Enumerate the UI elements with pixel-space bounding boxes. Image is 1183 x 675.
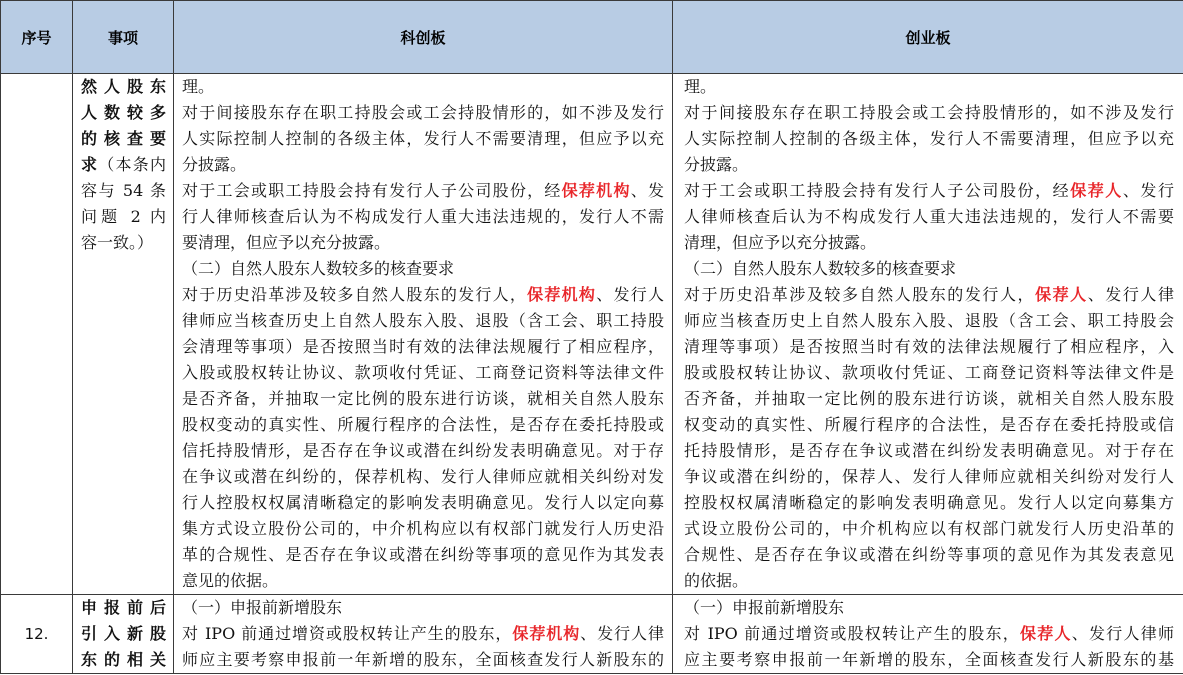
text-line (182, 126, 664, 152)
text-segment: 人数较多 (81, 103, 166, 122)
text-segment: （二）自然人股东人数较多的核查要求 (182, 259, 455, 278)
text-segment: 容与 54 条 (81, 181, 166, 200)
header-index: 序号 (1, 1, 73, 74)
text-segment: 意见的依据。 (182, 571, 279, 590)
text-segment: 问题 2 内 (81, 207, 166, 226)
text-segment: （一）申报前新增股东 (182, 598, 343, 617)
text-line (684, 516, 1174, 542)
text-segment: 对于间接股东存在职工持股会或工会持股情形的，如不涉及发行 (684, 103, 1174, 122)
text-segment: 入股或股权转让协议、款项收付凭证、工商登记资料等法律文件 (182, 363, 664, 382)
text-segment: 的依据。 (684, 571, 749, 590)
text-segment: （二）自然人股东人数较多的核查要求 (684, 259, 957, 278)
text-line (684, 621, 1174, 647)
text-segment: 容一致。） (81, 233, 154, 252)
text-segment: 控股权权属清晰稳定的影响发表明确意见。发行人以定向募集方 (684, 493, 1174, 512)
text-line (684, 595, 1174, 621)
text-segment: 在争议或潜在纠纷的，保荐机构、发行人律师应就相关纠纷对发 (182, 467, 664, 486)
text-segment: 分披露。 (684, 155, 749, 174)
text-segment: 、发行 (1122, 181, 1174, 200)
text-line (182, 386, 664, 412)
text-line (684, 490, 1174, 516)
text-line (81, 74, 166, 100)
text-segment: 、发 (630, 181, 664, 200)
text-line (182, 100, 664, 126)
highlighted-term: 保荐机构 (527, 285, 597, 304)
text-line (81, 647, 166, 673)
text-line (182, 308, 664, 334)
text-segment: 对于历史沿革涉及较多自然人股东的发行人， (684, 285, 1036, 304)
text-line (81, 152, 166, 178)
text-line (182, 464, 664, 490)
text-line (182, 438, 664, 464)
text-segment: 人实际控制人控制的各级主体，发行人不需要清理，但应予以充 (684, 129, 1174, 148)
text-line (684, 282, 1174, 308)
text-line (182, 595, 664, 621)
text-line (684, 308, 1174, 334)
highlighted-term: 保荐人 (1070, 181, 1123, 200)
text-segment: 律师应当核查历史上自然人股东入股、退股（含工会、职工持股 (182, 311, 664, 330)
text-line (182, 412, 664, 438)
header-row (1, 1, 1183, 74)
text-line (81, 178, 166, 204)
text-segment: 对于工会或职工持股会持有发行人子公司股份，经 (684, 181, 1071, 200)
text-segment: 股或股权转让协议、款项收付凭证、工商登记资料等法律文件是 (684, 363, 1174, 382)
text-segment: 人律师核查后认为不构成发行人重大违法违规的，发行人不需要 (684, 207, 1174, 226)
header-chinext: 创业板 (673, 1, 1183, 74)
text-segment: 、发行人 (596, 285, 664, 304)
text-segment: 的核查要 (81, 129, 166, 148)
text-segment: 师应主要考察申报前一年新增的股东，全面核查发行人新股东的 (182, 650, 664, 669)
text-line (684, 647, 1174, 673)
index-cell (1, 595, 73, 674)
item-cell (73, 595, 174, 674)
text-line (81, 230, 166, 256)
highlighted-term: 保荐人 (1035, 285, 1088, 304)
text-line (684, 386, 1174, 412)
text-segment: 引入新股 (81, 624, 166, 643)
text-line (182, 230, 664, 256)
text-line (81, 621, 166, 647)
text-line (684, 542, 1174, 568)
chinext-cell (673, 595, 1183, 674)
table-row (1, 595, 1183, 674)
text-segment: 否齐备，并抽取一定比例的股东进行访谈，就相关自然人股东股 (684, 389, 1174, 408)
text-line (684, 334, 1174, 360)
text-line (684, 178, 1174, 204)
text-line (182, 152, 664, 178)
text-line (684, 464, 1174, 490)
text-segment: 集方式设立股份公司的，中介机构应以有权部门就发行人历史沿 (182, 519, 664, 538)
text-segment: 师应当核查历史上自然人股东入股、退股（含工会、职工持股会 (684, 311, 1174, 330)
text-line (81, 204, 166, 230)
text-segment: 清理等事项）是否按照当时有效的法律法规履行了相应程序，入 (684, 337, 1174, 356)
text-segment: 对 IPO 前通过增资或股权转让产生的股东， (182, 624, 513, 643)
text-line (182, 490, 664, 516)
text-line (684, 360, 1174, 386)
text-line (684, 568, 1174, 594)
text-segment: 托持股情形，是否存在争议或潜在纠纷发表明确意见。对于存在 (684, 441, 1174, 460)
text-segment: 行人控股权权属清晰稳定的影响发表明确意见。发行人以定向募 (182, 493, 664, 512)
text-line (182, 568, 664, 594)
text-line (182, 256, 664, 282)
text-line (182, 621, 664, 647)
row-number: 12. (24, 625, 49, 643)
text-line (684, 152, 1174, 178)
text-line (81, 595, 166, 621)
text-line (182, 204, 664, 230)
text-segment: 人实际控制人控制的各级主体，发行人不需要清理，但应予以充 (182, 129, 664, 148)
text-segment: 理。 (684, 77, 717, 96)
chinext-cell (673, 74, 1183, 595)
text-segment: 式设立股份公司的，中介机构应以有权部门就发行人历史沿革的 (684, 519, 1174, 538)
text-segment: 、发行人律师 (1071, 624, 1174, 643)
text-line (182, 360, 664, 386)
text-line (684, 126, 1174, 152)
text-segment: 应主要考察申报前一年新增的股东，全面核查发行人新股东的基 (684, 650, 1174, 669)
text-segment: （一）申报前新增股东 (684, 598, 845, 617)
text-segment: 清理，但应予以充分披露。 (684, 233, 877, 252)
text-segment: 行人律师核查后认为不构成发行人重大违法违规的，发行人不需 (182, 207, 664, 226)
text-segment: 是否齐备，并抽取一定比例的股东进行访谈，就相关自然人股东 (182, 389, 664, 408)
text-segment: （本条内 (98, 155, 166, 174)
text-line (182, 74, 664, 100)
text-segment: 东的相关 (81, 650, 166, 669)
star-market-cell (174, 74, 673, 595)
text-segment: 权变动的真实性、所履行程序的合法性，是否存在委托持股或信 (684, 415, 1174, 434)
item-cell (73, 74, 174, 595)
text-line (182, 542, 664, 568)
text-segment: 要清理，但应予以充分披露。 (182, 233, 391, 252)
text-segment: 、发行人律 (580, 624, 664, 643)
text-segment: 理。 (182, 77, 215, 96)
text-segment: 合规性、是否存在争议或潜在纠纷等事项的意见作为其发表意见 (684, 545, 1174, 564)
highlighted-term: 保荐人 (1020, 624, 1072, 643)
text-segment: 对于间接股东存在职工持股会或工会持股情形的，如不涉及发行 (182, 103, 664, 122)
text-line (684, 74, 1174, 100)
text-segment: 、发行人律 (1087, 285, 1174, 304)
text-line (684, 256, 1174, 282)
text-segment: 会清理等事项）是否按照当时有效的法律法规履行了相应程序， (182, 337, 664, 356)
text-segment: 求 (81, 155, 99, 174)
text-line (182, 178, 664, 204)
text-segment: 然人股东 (81, 77, 166, 96)
star-market-cell (174, 595, 673, 674)
text-line (182, 334, 664, 360)
text-segment: 申报前后 (81, 598, 166, 617)
text-line (684, 100, 1174, 126)
text-segment: 对于工会或职工持股会持有发行人子公司股份，经 (182, 181, 562, 200)
header-item: 事项 (73, 1, 174, 74)
text-line (684, 412, 1174, 438)
text-segment: 革的合规性、是否存在争议或潜在纠纷等事项的意见作为其发表 (182, 545, 664, 564)
text-segment: 分披露。 (182, 155, 247, 174)
text-line (182, 282, 664, 308)
text-line (182, 647, 664, 673)
text-line (684, 204, 1174, 230)
text-segment: 信托持股情形，是否存在争议或潜在纠纷发表明确意见。对于存 (182, 441, 664, 460)
highlighted-term: 保荐机构 (512, 624, 581, 643)
text-segment: 股权变动的真实性、所履行程序的合法性，是否存在委托持股或 (182, 415, 664, 434)
table-row (1, 74, 1183, 595)
text-line (684, 230, 1174, 256)
header-star-market: 科创板 (174, 1, 673, 74)
text-segment: 对于历史沿革涉及较多自然人股东的发行人， (182, 285, 528, 304)
text-segment: 争议或潜在纠纷的，保荐人、发行人律师应就相关纠纷对发行人 (684, 467, 1174, 486)
text-segment: 对 IPO 前通过增资或股权转让产生的股东， (684, 624, 1021, 643)
text-line (182, 516, 664, 542)
index-cell (1, 74, 73, 595)
text-line (81, 100, 166, 126)
text-line (684, 438, 1174, 464)
text-line (81, 126, 166, 152)
highlighted-term: 保荐机构 (561, 181, 631, 200)
